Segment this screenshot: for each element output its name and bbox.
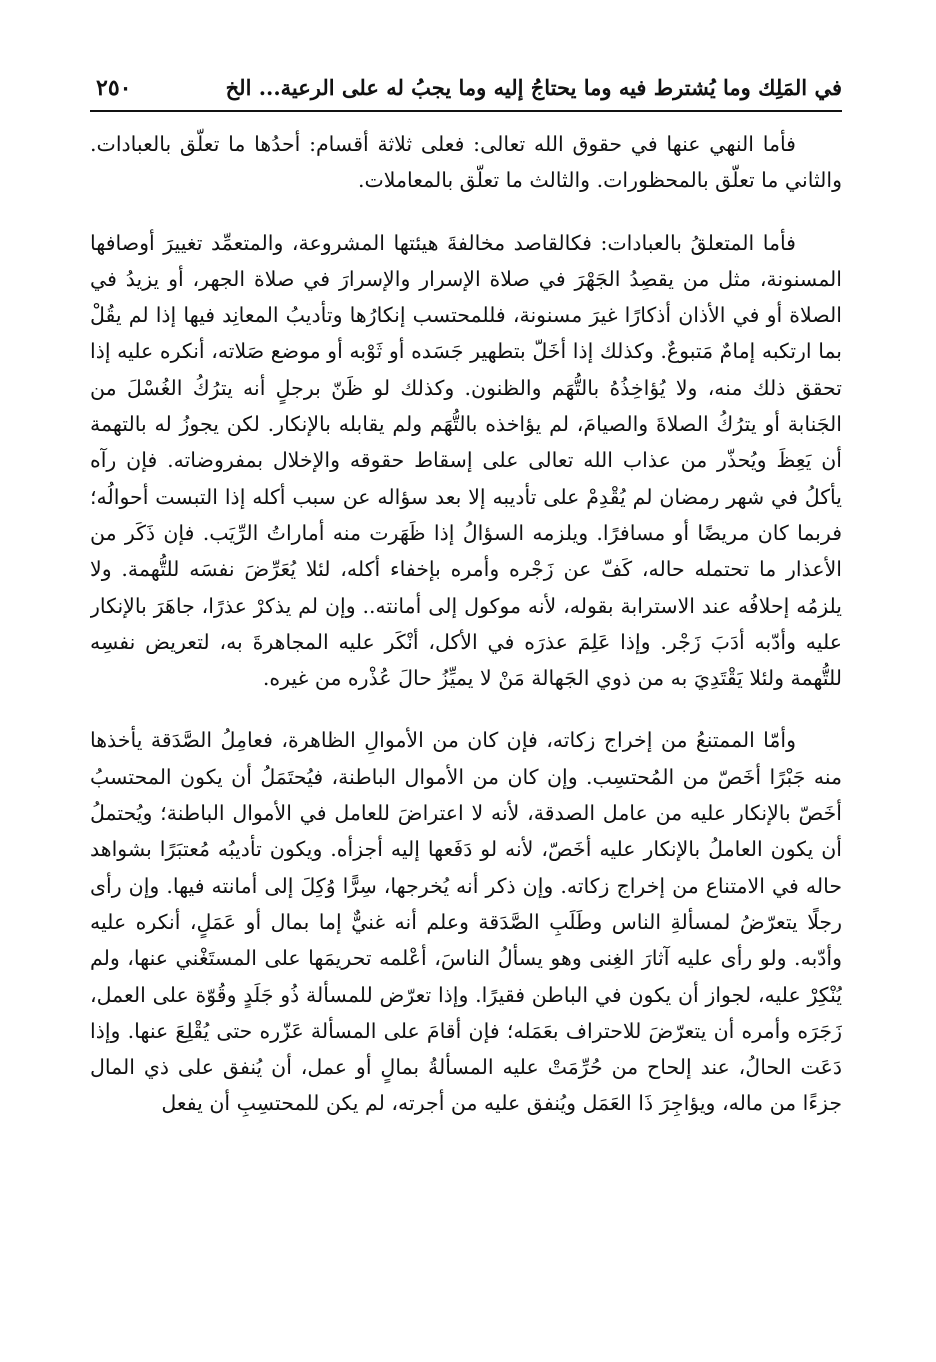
book-page: [90, 70, 842, 1340]
paragraph: وأمّا الممتنعُ من إخراج زكاته، فإن كان من الأموالِ الظاهرة، فعامِلُ الصَّدَقة يأخذها منه جَبْرًا أخَصّ من المُحتسِب. وإن كان من الأموال الباطنة، فيُحتَمَلُ أن يكون المحتسبُ أخَصّ بالإنكار عليه من عامل الصدقة، لأنه لا اعتراضَ للعامل في الأموال الباطنة؛ ويُحتملُ أن يكون العاملُ بالإنكار عليه أخَصّ، لأنه لو دَفَعها إليه أجزأه. ويكون تأديبُه مُعتبَرًا بشواهد حاله في الامتناع من إخراج زكاته. وإن ذكر أنه يُخرجها، سِرًّا وُكِلَ إلى أمانته فيها. وإن رأى رجلًا يتعرّضُ لمسألةِ الناس وطَلَبِ الصَّدَقة وعلم أنه غنيٌّ إما بمال أو عَمَلٍ، أنكره عليه وأدّبه. ولو رأى عليه آثارَ الغِنى وهو يسألُ الناسَ، أعْلمه تحريمَها على المستَغْني عنها، ولم يُنْكِرْ عليه، لجواز أن يكون في الباطن فقيرًا. وإذا تعرّض للمسألة ذُو جَلَدٍ وقُوّة على العمل، زَجَرَه وأمره أن يتعرّضَ للاحتراف بعَمَله؛ فإن أقامَ على المسألة عَزّره حتى يُقْلِعَ عنها. وإذا دَعَت الحالُ، عند إلحاح من حُرِّمَتْ عليه المسألةُ بمالٍ أو عمل، أن يُنفق على ذي المال جزءًا من ماله، ويؤاجِرَ ذَا العَمَل ويُنفق عليه من أجرته، لم يكن للمحتسِبِ أن يفعل: [90, 728, 842, 1116]
running-title: في المَلِك وما يُشترط فيه وما يحتاجُ إليه وما يجبُ له على الرعية... الخ: [225, 75, 842, 100]
running-header: [90, 70, 842, 112]
paragraph: فأما النهي عنها في حقوق الله تعالى: فعلى ثلاثة أقسام: أحدُها ما تعلّق بالعبادات. والثاني ما تعلّق بالمحظورات. والثالث ما تعلّق بالمعاملات.: [90, 132, 842, 193]
paragraph: فأما المتعلقُ بالعبادات: فكالقاصد مخالفةَ هيئتها المشروعة، والمتعمِّد تغييرَ أوصافها المسنونة، مثل من يقصِدُ الجَهْرَ في صلاة الإسرار والإسرارَ في صلاة الجهر، أو يزيدُ في الصلاة أو في الأذان أذكارًا غيرَ مسنونة، فللمحتسب إنكارُها وتأديبُ المعانِد فيها إذا لم يقُلْ بما ارتكبه إمامٌ مَتبوعٌ. وكذلك إذا أخَلّ بتطهير جَسَده أو ثَوْبه أو موضع صَلاته، أنكره عليه إذا تحقق ذلك منه، ولا يُؤاخِذُهُ بالتُّهَم والظنون. وكذلك لو ظَنّ برجلٍ أنه يترُكُ الغُسْلَ من الجَنابة أو يترُكُ الصلاةَ والصيامَ، لم يؤاخذه بالتُّهَم ولم يقابله بالإنكار. لكن يجوزُ له بالتهمة أن يَعِظَ ويُحذّر من عذاب الله تعالى على إسقاط حقوقه والإخلال بمفروضاته. فإن رآه يأكلُ في شهر رمضان لم يُقْدِمْ على تأديبه إلا بعد سؤاله عن سبب أكله إذا التبست أحوالُه؛ فربما كان مريضًا أو مسافرًا. ويلزمه السؤالُ إذا ظَهَرت منه أماراتُ الرِّيَب. فإن ذَكَر من الأعذار ما تحتمله حاله، كَفّ عن زَجْره وأمره بإخفاء أكله، لئلا يُعَرِّضَ نفسَه للتُّهمة. ولا يلزمُه إحلافُه عند الاسترابة بقوله، لأنه موكول إلى أمانته.. وإن لم يذكرْ عذرًا، جاهَرَ بالإنكار عليه وأدّبه أدَبَ زَجْر. وإذا عَلِمَ عذرَه في الأكل، أنْكَر عليه المجاهرةَ به، لتعريض نفسِه للتُّهمة ولئلا يَقْتَدِيَ به من ذوي الجَهالة مَنْ لا يميِّزُ حالَ عُذْره من غيره.: [90, 230, 842, 691]
page-number: ٢٥٠: [96, 75, 132, 101]
body-text: [90, 126, 842, 1122]
